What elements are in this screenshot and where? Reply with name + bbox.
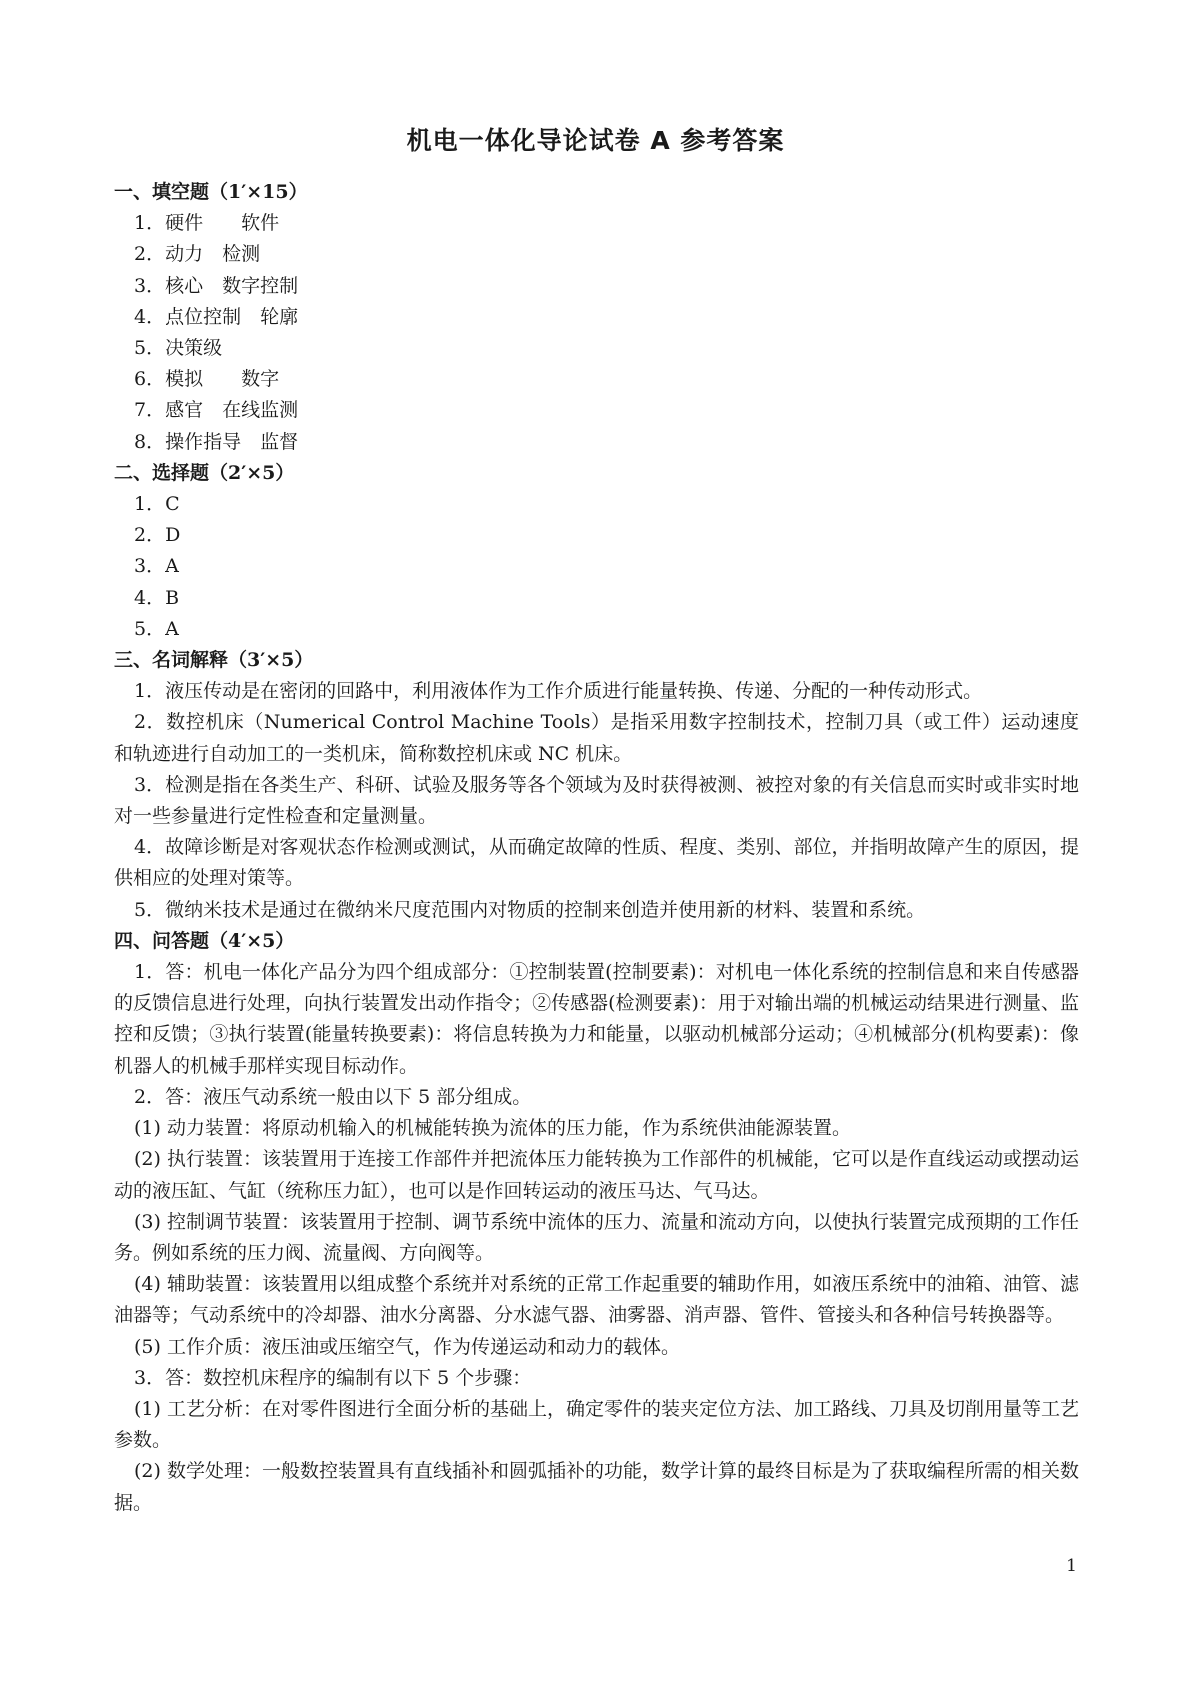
answer-paragraph: (5) 工作介质：液压油或压缩空气，作为传递运动和动力的载体。 [134,1335,680,1358]
answer-paragraph: 5．微纳米技术是通过在微纳米尺度范围内对物质的控制来创造并使用新的材料、装置和系统。 [134,898,926,921]
answer-paragraph: 1．液压传动是在密闭的回路中，利用液体作为工作介质进行能量转换、传递、分配的一种传动形式。 [134,680,983,703]
section-heading-term-definitions: 三、名词解释（3′×5） [114,649,314,672]
answer-paragraph: 1．答：机电一体化产品分为四个组成部分：①控制装置(控制要素)：对机电一体化系统的控制信息和来自传感器的反馈信息进行处理，向执行装置发出动作指令；②传感器(检测要素)：用于对输出端的机械运动结果进行测量、监控和反馈；③执行装置(能量转换要素)：将信息转换为力和能量，以驱动机械部分运动；④机械部分(机构要素)：像机器人的机械手那样实现目标动作。 [114,961,1079,1077]
answer-item: 8．操作指导 监督 [134,430,299,453]
answer-item: 5．决策级 [134,337,223,360]
answer-item: 5．A [134,617,179,640]
answer-item: 3．核心 数字控制 [134,274,299,297]
answer-item: 2．动力 检测 [134,243,261,266]
answer-paragraph: (2) 执行装置：该装置用于连接工作部件并把流体压力能转换为工作部件的机械能，它可以是作直线运动或摆动运动的液压缸、气缸（统称压力缸），也可以是作回转运动的液压马达、气马达。 [114,1148,1079,1202]
answer-paragraph: (1) 工艺分析：在对零件图进行全面分析的基础上，确定零件的装夹定位方法、加工路线、刀具及切削用量等工艺参数。 [114,1397,1079,1452]
answer-paragraph: 3．答：数控机床程序的编制有以下 5 个步骤： [134,1366,532,1389]
answer-paragraph: (1) 动力装置：将原动机输入的机械能转换为流体的压力能，作为系统供油能源装置。 [134,1117,851,1140]
document-title: 机电一体化导论试卷 A 参考答案 [406,126,785,155]
answer-item: 7．感官 在线监测 [134,399,299,422]
answer-item: 6．模拟 数字 [134,368,280,391]
answer-content [114,177,1079,1519]
answer-item: 1．C [134,493,180,516]
answer-paragraph: 4．故障诊断是对客观状态作检测或测试，从而确定故障的性质、程度、类别、部位，并指明故障产生的原因，提供相应的处理对策等。 [114,836,1079,890]
page-number: 1 [1066,1556,1077,1576]
answer-paragraph: 2．答：液压气动系统一般由以下 5 部分组成。 [134,1085,532,1108]
answer-item: 1．硬件 软件 [134,212,280,235]
answer-paragraph: 3．检测是指在各类生产、科研、试验及服务等各个领域为及时获得被测、被控对象的有关信息而实时或非实时地对一些参量进行定性检查和定量测量。 [114,773,1079,828]
answer-paragraph: 2．数控机床（Numerical Control Machine Tools）是指采用数字控制技术，控制刀具（或工件）运动速度和轨迹进行自动加工的一类机床，简称数控机床或 NC 机床。 [114,711,1079,765]
answer-paragraph: (4) 辅助装置：该装置用以组成整个系统并对系统的正常工作起重要的辅助作用，如液压系统中的油箱、油管、滤油器等；气动系统中的冷却器、油水分离器、分水滤气器、油雾器、消声器、管件、管接头和各种信号转换器等。 [114,1273,1079,1327]
answer-item: 4．B [134,586,180,609]
section-heading-fill-in: 一、填空题（1′×15） [114,181,308,203]
answer-item: 2．D [134,524,181,547]
section-heading-short-answer: 四、问答题（4′×5） [114,929,295,952]
answer-item: 3．A [134,555,179,578]
section-heading-multiple-choice: 二、选择题（2′×5） [114,461,295,484]
answer-paragraph: (3) 控制调节装置：该装置用于控制、调节系统中流体的压力、流量和流动方向，以使执行装置完成预期的工作任务。例如系统的压力阀、流量阀、方向阀等。 [114,1210,1079,1264]
answer-paragraph: (2) 数学处理：一般数控装置具有直线插补和圆弧插补的功能，数学计算的最终目标是为了获取编程所需的相关数据。 [114,1460,1079,1514]
answer-item: 4．点位控制 轮廓 [134,305,299,328]
